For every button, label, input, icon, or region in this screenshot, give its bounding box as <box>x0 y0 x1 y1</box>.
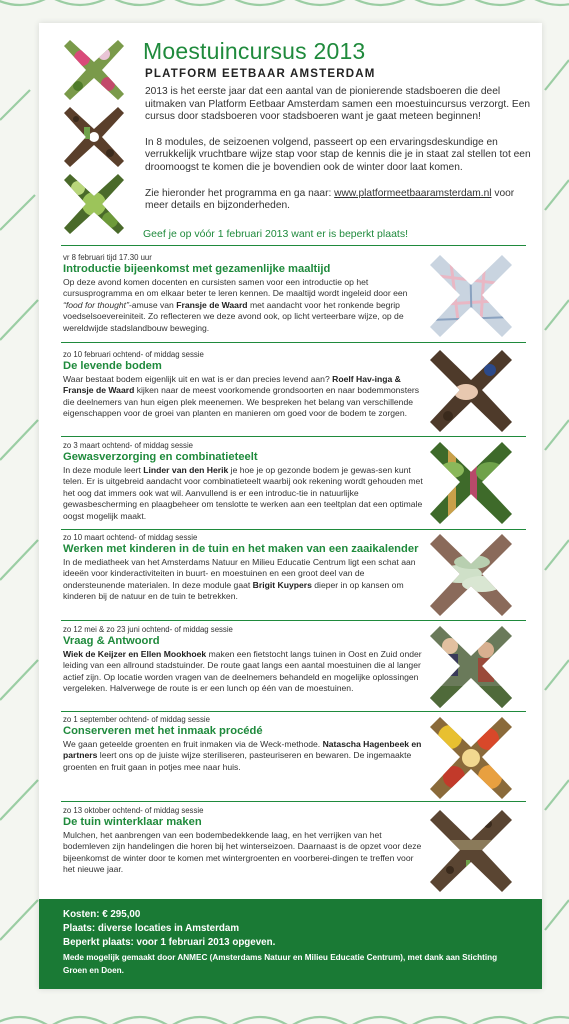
hand-in-soil-photo-icon <box>430 350 512 432</box>
session-date: zo 10 februari ochtend- of middag sessie <box>63 350 204 359</box>
session-description: In deze module leert Linder van den Herik je hoe je op gezonde bodem je gewas-sen kunt telen. Er is uitgebreid aandacht voor combinatieteelt waarbij ook rekening wordt gehouden met het oog dat immers ook wat wil. Aanvullend is er een introduc-tie in natuurlijke gewasbescherming en plaagbeheer om tenslotte te werken aan een teeltplan dat een optimale oogst mogelijk maakt. <box>63 465 423 521</box>
course-location: Plaats: diverse locaties in Amsterdam <box>63 923 240 934</box>
session-date: vr 8 februari tijd 17.30 uur <box>63 253 152 262</box>
intro-paragraph: In 8 modules, de seizoenen volgend, passeert op een ervaringsdeskundige en verrukkelijk vruchtbare wijze stap voor stap de kennis die je in staat zal stellen tot een droomoogst te komen die je bovendien ook de winter door laat komen. <box>145 136 531 173</box>
session-title: De tuin winterklaar maken <box>63 816 202 828</box>
session-block <box>63 715 423 773</box>
lettuce-photo-icon <box>64 174 124 234</box>
session-block <box>63 533 423 603</box>
session-date: zo 10 maart ochtend- of middag sessie <box>63 533 198 542</box>
mulched-bed-photo-icon <box>430 810 512 892</box>
credits-text: Mede mogelijk gemaakt door ANMEC (Amsterdams Natuur en Milieu Educatie Centrum), met dank aan Stichting Groen en Doen. <box>63 953 498 975</box>
intro-text <box>145 86 533 226</box>
session-date: zo 12 mei & zo 23 juni ochtend- of middag sessie <box>63 625 233 634</box>
session-block <box>63 253 423 334</box>
session-title: Werken met kinderen in de tuin en het maken van een zaaikalender <box>63 543 419 555</box>
city-map-photo-icon <box>430 255 512 337</box>
intro-paragraph: 2013 is het eerste jaar dat een aantal van de pionierende stadsboeren die deel uitmaken van Platform Eetbaar Amsterdam samen een moestuincursus verzorgt. Een cursus door stadsboeren voor stadsboeren want je gaat meteen beginnen! <box>145 86 531 123</box>
soil-sprout-photo-icon <box>64 107 124 167</box>
people-garden-photo-icon <box>430 626 512 708</box>
session-description: We gaan geteelde groenten en fruit inmaken via de Weck-methode. Natascha Hagenbeek en partners leert ons op de juiste wijze steriliseren, pasteuriseren en bewaren. De ingemaakte groenten en fruit gaan in potjes mee naar huis. <box>63 739 422 772</box>
session-description: Op deze avond komen docenten en cursisten samen voor een introductie op het cursusprogramma en om elkaar beter te leren kennen. De maaltijd wordt ingeleid door een “food for thought”-amuse van Fransje de Waard met aandacht voor het ronkende begrip voedselsoevereiniteit. Zo reflecteren we deze avond ook, op licht verteerbare wijze, op de wereldwijde stadslandbouw beweging. <box>63 277 408 333</box>
preserves-jars-photo-icon <box>430 717 512 799</box>
session-block <box>63 350 423 420</box>
chard-crop-photo-icon <box>430 442 512 524</box>
session-description: In de mediatheek van het Amsterdams Natuur en Milieu Educatie Centrum ligt een schat aan ideeën voor kinderactiviteiten in buurt- en moestuinen en een groot deel van de ondersteunende materialen. In deze module gaat Brigit Kuypers dieper in op kansen om kinderen bij de natuur en de tuin te betrekken. <box>63 557 416 602</box>
session-date: zo 3 maart ochtend- of middag sessie <box>63 441 194 450</box>
website-link[interactable]: www.platformeetbaaramsterdam.nl <box>334 187 492 199</box>
session-photo-x-column <box>430 255 512 895</box>
session-title: Vraag & Antwoord <box>63 635 160 647</box>
session-date: zo 1 september ochtend- of middag sessie <box>63 715 210 724</box>
header-photo-x-column <box>64 40 124 235</box>
session-block <box>63 625 423 695</box>
flowers-photo-icon <box>64 40 124 100</box>
session-block <box>63 441 423 522</box>
page-subtitle: PLATFORM EETBAAR AMSTERDAM <box>145 68 376 80</box>
session-title: Introductie bijeenkomst met gezamenlijke maaltijd <box>63 263 331 275</box>
session-description: Waar bestaat bodem eigenlijk uit en wat is er dan precies levend aan? Roelf Hav-inga & Fransje de Waard kijken naar de meest voorkomende grondsoorten en naar bodemmonsters die deelnemers van hun eigen plek meenemen. We bespreken het belang van verschillende eigenschappen voor de groei van planten en manieren om goed voor de bodem te zorgen. <box>63 374 420 419</box>
session-title: Conserveren met het inmaak procédé <box>63 725 263 737</box>
intro-paragraph: Zie hieronder het programma en ga naar: www.platformeetbaaramsterdam.nl voor meer details en bijzonderheden. <box>145 187 515 212</box>
page-title: Moestuincursus 2013 <box>143 38 366 64</box>
session-title: Gewasverzorging en combinatieteelt <box>63 451 258 463</box>
footer-info-box <box>39 899 542 989</box>
session-block <box>63 806 423 876</box>
session-title: De levende bodem <box>63 360 162 372</box>
session-description: Mulchen, het aanbrengen van een bodembedekkende laag, en het verrijken van het bodemleven zijn handelingen die horen bij het winterseizoen. Daarnaast is de opzet voor deze bijeenkomst de winter door te komen met wintergroenten en voorberei-dingen te treffen voor het nieuwe jaar. <box>63 830 422 875</box>
course-cost: Kosten: € 295,00 <box>63 909 141 920</box>
registration-deadline: Beperkt plaats: voor 1 februari 2013 opgeven. <box>63 937 276 948</box>
divider <box>61 245 526 246</box>
signup-deadline: Geef je op vóór 1 februari 2013 want er is beperkt plaats! <box>143 228 408 240</box>
session-date: zo 13 oktober ochtend- of middag sessie <box>63 806 204 815</box>
session-description: Wiek de Keijzer en Ellen Mookhoek maken een fietstocht langs tuinen in Oost en Zuid onder leiding van een allround stadstuinder. De route gaat langs een aantal moestuinen die al langer actief zijn. Op locatie worden vragen van de deelnemers behandeld en mogelijke oplossingen vergeleken. Halverwege de route is er een lunch op één van de moestuinen. <box>63 649 422 694</box>
seed-packets-photo-icon <box>430 534 512 616</box>
